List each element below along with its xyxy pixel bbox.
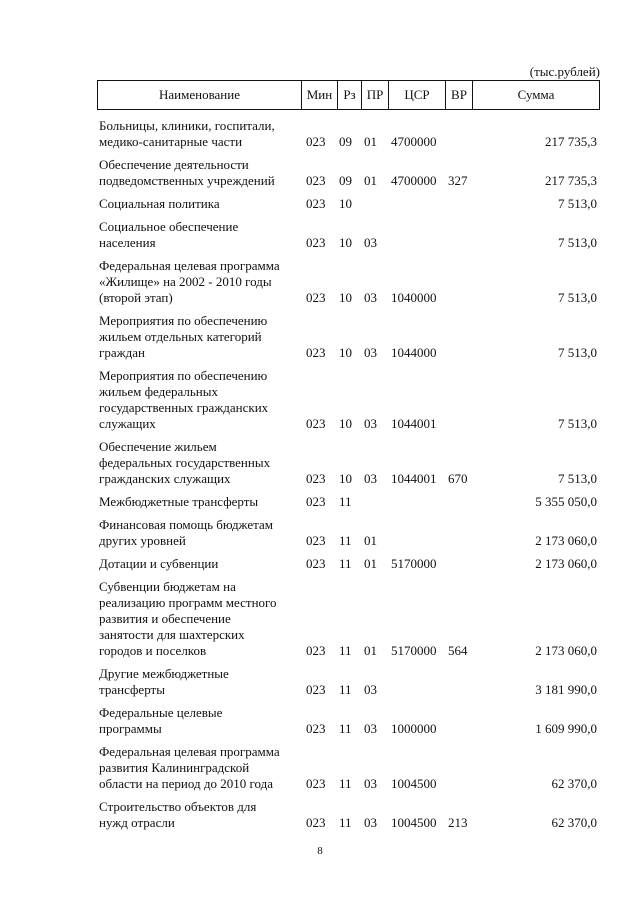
row-rz: 10 <box>339 235 352 250</box>
table-row <box>97 368 600 432</box>
table-row <box>97 118 600 150</box>
row-name: Финансовая помощь бюджетам других уровней <box>99 517 273 548</box>
page-number: 8 <box>317 845 323 857</box>
row-csr: 5170000 <box>391 556 437 571</box>
row-pr: 03 <box>364 345 377 360</box>
row-min: 023 <box>306 682 326 697</box>
row-name: Субвенции бюджетам на реализацию программ местного развития и обеспечение занятости для шахтерских городов и поселков <box>99 579 277 658</box>
table-body <box>97 118 600 838</box>
row-name: Социальное обеспечение населения <box>99 219 239 250</box>
table-row <box>97 579 600 659</box>
row-name: Федеральная целевая программа «Жилище» на 2002 - 2010 годы (второй этап) <box>99 258 280 305</box>
row-pr: 01 <box>364 643 377 658</box>
row-pr: 01 <box>364 556 377 571</box>
row-name: Федеральная целевая программа развития Калининградской области на период до 2010 года <box>99 744 280 791</box>
row-rz: 11 <box>339 815 352 830</box>
table-row <box>97 517 600 549</box>
row-csr: 1040000 <box>391 290 437 305</box>
row-sum: 2 173 060,0 <box>535 643 597 658</box>
row-min: 023 <box>306 235 326 250</box>
row-sum: 7 513,0 <box>558 345 597 360</box>
row-pr: 03 <box>364 471 377 486</box>
row-sum: 7 513,0 <box>558 416 597 431</box>
table-row <box>97 439 600 487</box>
row-pr: 03 <box>364 682 377 697</box>
table-row <box>97 494 600 510</box>
table-row <box>97 705 600 737</box>
row-name: Федеральные целевые программы <box>99 705 223 736</box>
row-sum: 62 370,0 <box>551 815 597 830</box>
row-pr: 03 <box>364 290 377 305</box>
table-row <box>97 313 600 361</box>
table-row <box>97 219 600 251</box>
row-min: 023 <box>306 134 326 149</box>
row-pr: 03 <box>364 776 377 791</box>
row-min: 023 <box>306 815 326 830</box>
row-pr: 01 <box>364 134 377 149</box>
row-vr: 564 <box>448 643 468 658</box>
row-name: Другие межбюджетные трансферты <box>99 666 229 697</box>
row-rz: 09 <box>339 173 352 188</box>
row-rz: 11 <box>339 556 352 571</box>
row-csr: 1004500 <box>391 815 437 830</box>
row-min: 023 <box>306 196 326 211</box>
row-rz: 11 <box>339 494 352 509</box>
table-row <box>97 744 600 792</box>
row-csr: 1044001 <box>391 416 437 431</box>
header-csr: ЦСР <box>388 81 445 109</box>
row-name: Строительство объектов для нужд отрасли <box>99 799 257 830</box>
row-sum: 62 370,0 <box>551 776 597 791</box>
row-sum: 217 735,3 <box>545 173 597 188</box>
table-row <box>97 157 600 189</box>
header-vr: ВР <box>445 81 472 109</box>
row-vr: 327 <box>448 173 468 188</box>
table-row <box>97 799 600 831</box>
row-pr: 01 <box>364 533 377 548</box>
row-min: 023 <box>306 290 326 305</box>
row-sum: 3 181 990,0 <box>535 682 597 697</box>
row-name: Обеспечение жильем федеральных государственных гражданских служащих <box>99 439 271 486</box>
row-rz: 11 <box>339 643 352 658</box>
header-min: Мин <box>301 81 337 109</box>
row-min: 023 <box>306 494 326 509</box>
row-min: 023 <box>306 345 326 360</box>
row-name: Мероприятия по обеспечению жильем федеральных государственных гражданских служащих <box>99 368 269 431</box>
row-name: Больницы, клиники, госпитали, медико-санитарные части <box>99 118 275 149</box>
row-sum: 7 513,0 <box>558 471 597 486</box>
row-min: 023 <box>306 556 326 571</box>
row-pr: 03 <box>364 721 377 736</box>
row-min: 023 <box>306 643 326 658</box>
row-csr: 1004500 <box>391 776 437 791</box>
row-csr: 5170000 <box>391 643 437 658</box>
row-pr: 03 <box>364 235 377 250</box>
row-sum: 217 735,3 <box>545 134 597 149</box>
header-sum: Сумма <box>472 81 599 109</box>
row-pr: 03 <box>364 815 377 830</box>
units-label: (тыс.рублей) <box>529 64 600 79</box>
row-pr: 01 <box>364 173 377 188</box>
row-rz: 10 <box>339 290 352 305</box>
row-rz: 10 <box>339 345 352 360</box>
row-sum: 7 513,0 <box>558 196 597 211</box>
row-rz: 11 <box>339 776 352 791</box>
row-min: 023 <box>306 721 326 736</box>
row-min: 023 <box>306 416 326 431</box>
row-min: 023 <box>306 173 326 188</box>
row-sum: 1 609 990,0 <box>535 721 597 736</box>
row-name: Межбюджетные трансферты <box>99 494 259 509</box>
row-csr: 4700000 <box>391 134 437 149</box>
row-rz: 11 <box>339 682 352 697</box>
row-name: Социальная политика <box>99 196 220 211</box>
row-csr: 4700000 <box>391 173 437 188</box>
row-csr: 1044000 <box>391 345 437 360</box>
row-name: Дотации и субвенции <box>99 556 219 571</box>
row-sum: 7 513,0 <box>558 235 597 250</box>
row-sum: 2 173 060,0 <box>535 533 597 548</box>
row-csr: 1044001 <box>391 471 437 486</box>
header-name: Наименование <box>159 87 240 102</box>
table-header <box>97 80 600 110</box>
header-rz: Рз <box>337 81 361 109</box>
row-rz: 10 <box>339 196 352 211</box>
table-row <box>97 196 600 212</box>
row-name: Обеспечение деятельности подведомственных учреждений <box>99 157 275 188</box>
row-pr: 03 <box>364 416 377 431</box>
row-min: 023 <box>306 533 326 548</box>
row-sum: 7 513,0 <box>558 290 597 305</box>
row-min: 023 <box>306 776 326 791</box>
table-row <box>97 666 600 698</box>
row-min: 023 <box>306 471 326 486</box>
row-csr: 1000000 <box>391 721 437 736</box>
row-rz: 10 <box>339 416 352 431</box>
row-name: Мероприятия по обеспечению жильем отдельных категорий граждан <box>99 313 268 360</box>
table-row <box>97 556 600 572</box>
row-sum: 5 355 050,0 <box>535 494 597 509</box>
row-rz: 11 <box>339 533 352 548</box>
row-rz: 11 <box>339 721 352 736</box>
row-sum: 2 173 060,0 <box>535 556 597 571</box>
row-vr: 670 <box>448 471 468 486</box>
row-vr: 213 <box>448 815 468 830</box>
table-row <box>97 258 600 306</box>
row-rz: 09 <box>339 134 352 149</box>
header-pr: ПР <box>361 81 388 109</box>
row-rz: 10 <box>339 471 352 486</box>
